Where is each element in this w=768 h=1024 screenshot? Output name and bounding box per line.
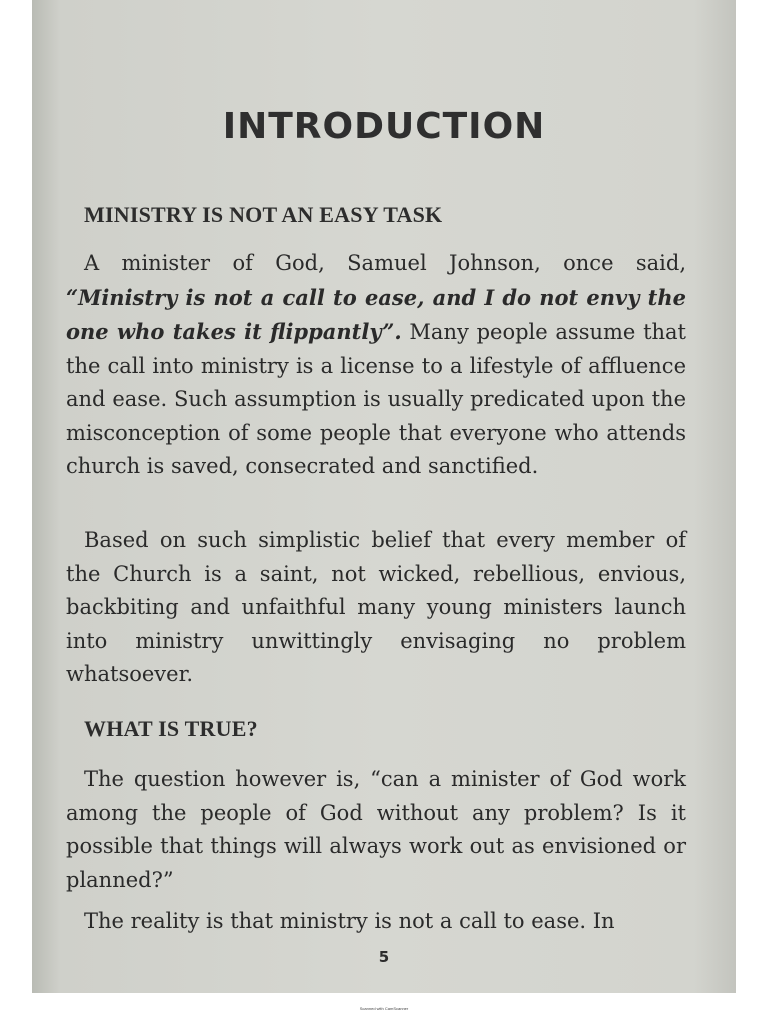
- book-page: [32, 0, 736, 993]
- paragraph: Based on such simplistic belief that every member of the Church is a saint, not wicked, rebellious, envious, backbiting and unfaithful many young ministers launch into ministry unwittingly envisaging no problem whatsoever.: [66, 528, 686, 686]
- section-heading: WHAT IS TRUE?: [84, 716, 258, 741]
- scanner-watermark: Scanned with CamScanner: [359, 1006, 409, 1011]
- paragraph-rest: Many people assume that the call into ministry is a license to a lifestyle of affluence and ease. Such assumption is usually predicated upon the misconception of some people that everyone who attends church is saved, consecrated and sanctified.: [66, 320, 686, 478]
- page-title: INTRODUCTION: [222, 106, 546, 147]
- section-heading: MINISTRY IS NOT AN EASY TASK: [84, 202, 443, 227]
- quotation: “Ministry is not a call to ease, and I do not envy the one who takes it flippantly”.: [66, 284, 686, 344]
- paragraph: The question however is, “can a minister of God work among the people of God without any problem? Is it possible that things will always work out as envisioned or planned?”: [66, 767, 686, 892]
- bleed-through-text: [62, 6, 702, 34]
- paragraph: [66, 247, 686, 484]
- paragraph-lead: A minister of God, Samuel Johnson, once said,: [84, 251, 686, 275]
- page-number: 5: [378, 948, 390, 966]
- paragraph: The reality is that ministry is not a call to ease. In: [84, 909, 615, 933]
